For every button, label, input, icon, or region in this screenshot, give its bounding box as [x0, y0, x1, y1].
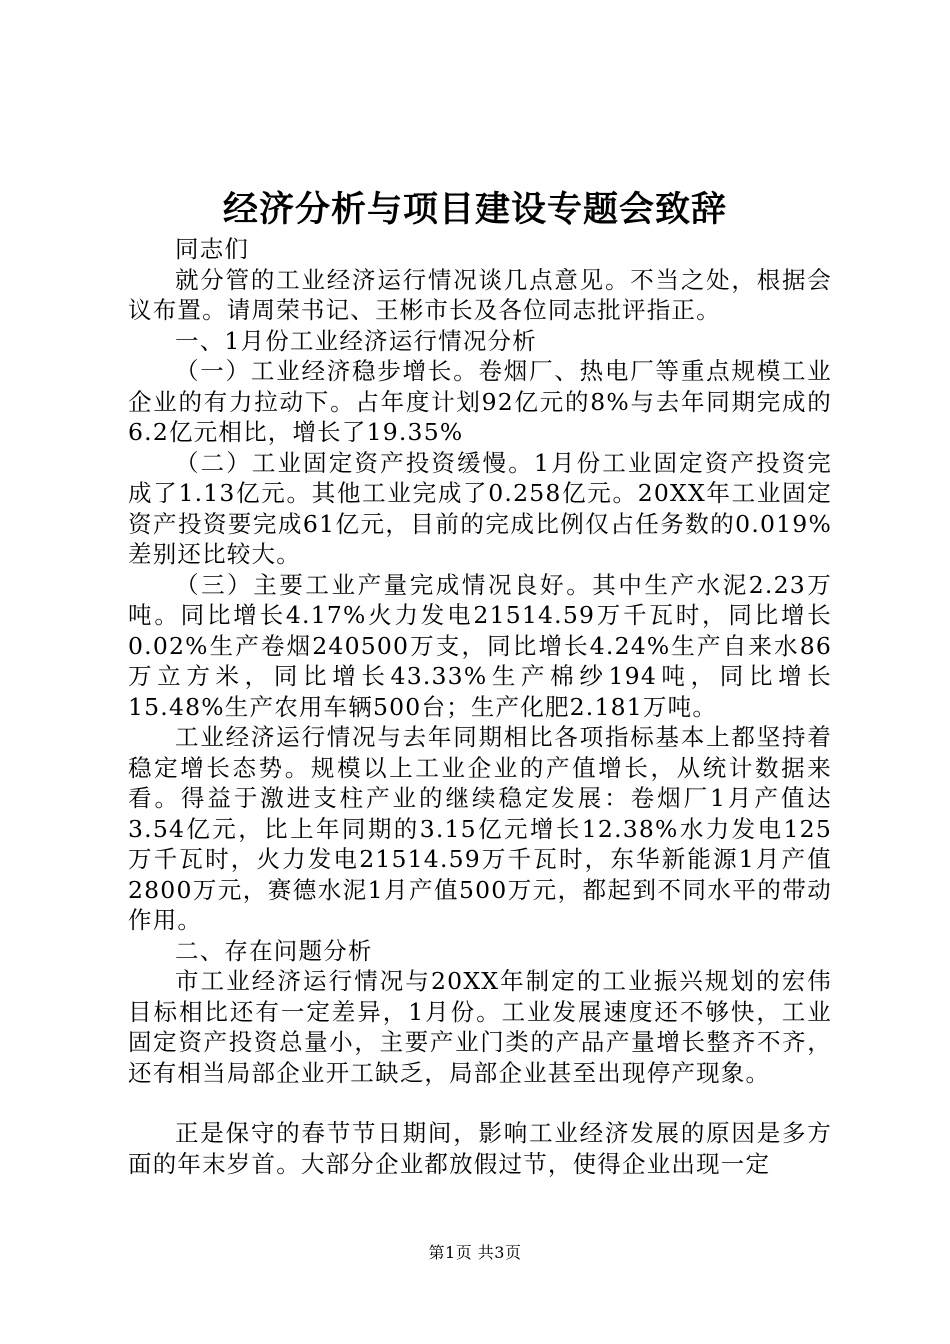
- paragraph-investment: （二）工业固定资产投资缓慢。1月份工业固定资产投资完成了1.13亿元。其他工业完成了0.258亿元。20XX年工业固定资产投资要完成61亿元，目前的完成比例仅占任务数的0.019%差别还比较大。: [128, 448, 832, 568]
- paragraph-problems: 市工业经济运行情况与20XX年制定的工业振兴规划的宏伟目标相比还有一定差异，1月份。工业发展速度还不够快，工业固定资产投资总量小，主要产业门类的产品产量增长整齐不齐，还有相当局部企业开工缺乏，局部企业甚至出现停产现象。: [128, 967, 832, 1087]
- paragraph-output: （三）主要工业产量完成情况良好。其中生产水泥2.23万吨。同比增长4.17%火力发电21514.59万千瓦时，同比增长0.02%生产卷烟240500万支，同比增长4.24%生产自来水86万立方米，同比增长43.33%生产棉纱194吨，同比增长15.48%生产农用车辆500台；生产化肥2.181万吨。: [128, 570, 832, 721]
- document-body: [128, 234, 832, 1179]
- page-footer: 第1页 共3页: [428, 1243, 522, 1262]
- section-heading-1: 一、1月份工业经济运行情况分析: [175, 326, 537, 355]
- paragraph-growth: （一）工业经济稳步增长。卷烟厂、热电厂等重点规模工业企业的有力拉动下。占年度计划92亿元的8%与去年同期完成的6.2亿元相比，增长了19.35%: [128, 357, 832, 446]
- paragraph-holiday: 正是保守的春节节日期间，影响工业经济发展的原因是多方面的年末岁首。大部分企业都放假过节，使得企业出现一定: [128, 1119, 832, 1178]
- paragraph-summary: 工业经济运行情况与去年同期相比各项指标基本上都坚持着稳定增长态势。规模以上工业企业的产值增长，从统计数据来看。得益于激进支柱产业的继续稳定发展：卷烟厂1月产值达3.54亿元，比上年同期的3.15亿元增长12.38%水力发电125万千瓦时，火力发电21514.59万千瓦时，东华新能源1月产值2800万元，赛德水泥1月产值500万元，都起到不同水平的带动作用。: [128, 723, 832, 934]
- document-title: 经济分析与项目建设专题会致辞: [222, 189, 727, 230]
- section-heading-2: 二、存在问题分析: [175, 936, 373, 965]
- paragraph-intro: 就分管的工业经济运行情况谈几点意见。不当之处，根据会议布置。请周荣书记、王彬市长及各位同志批评指正。: [128, 265, 832, 324]
- salutation: 同志们: [175, 235, 250, 263]
